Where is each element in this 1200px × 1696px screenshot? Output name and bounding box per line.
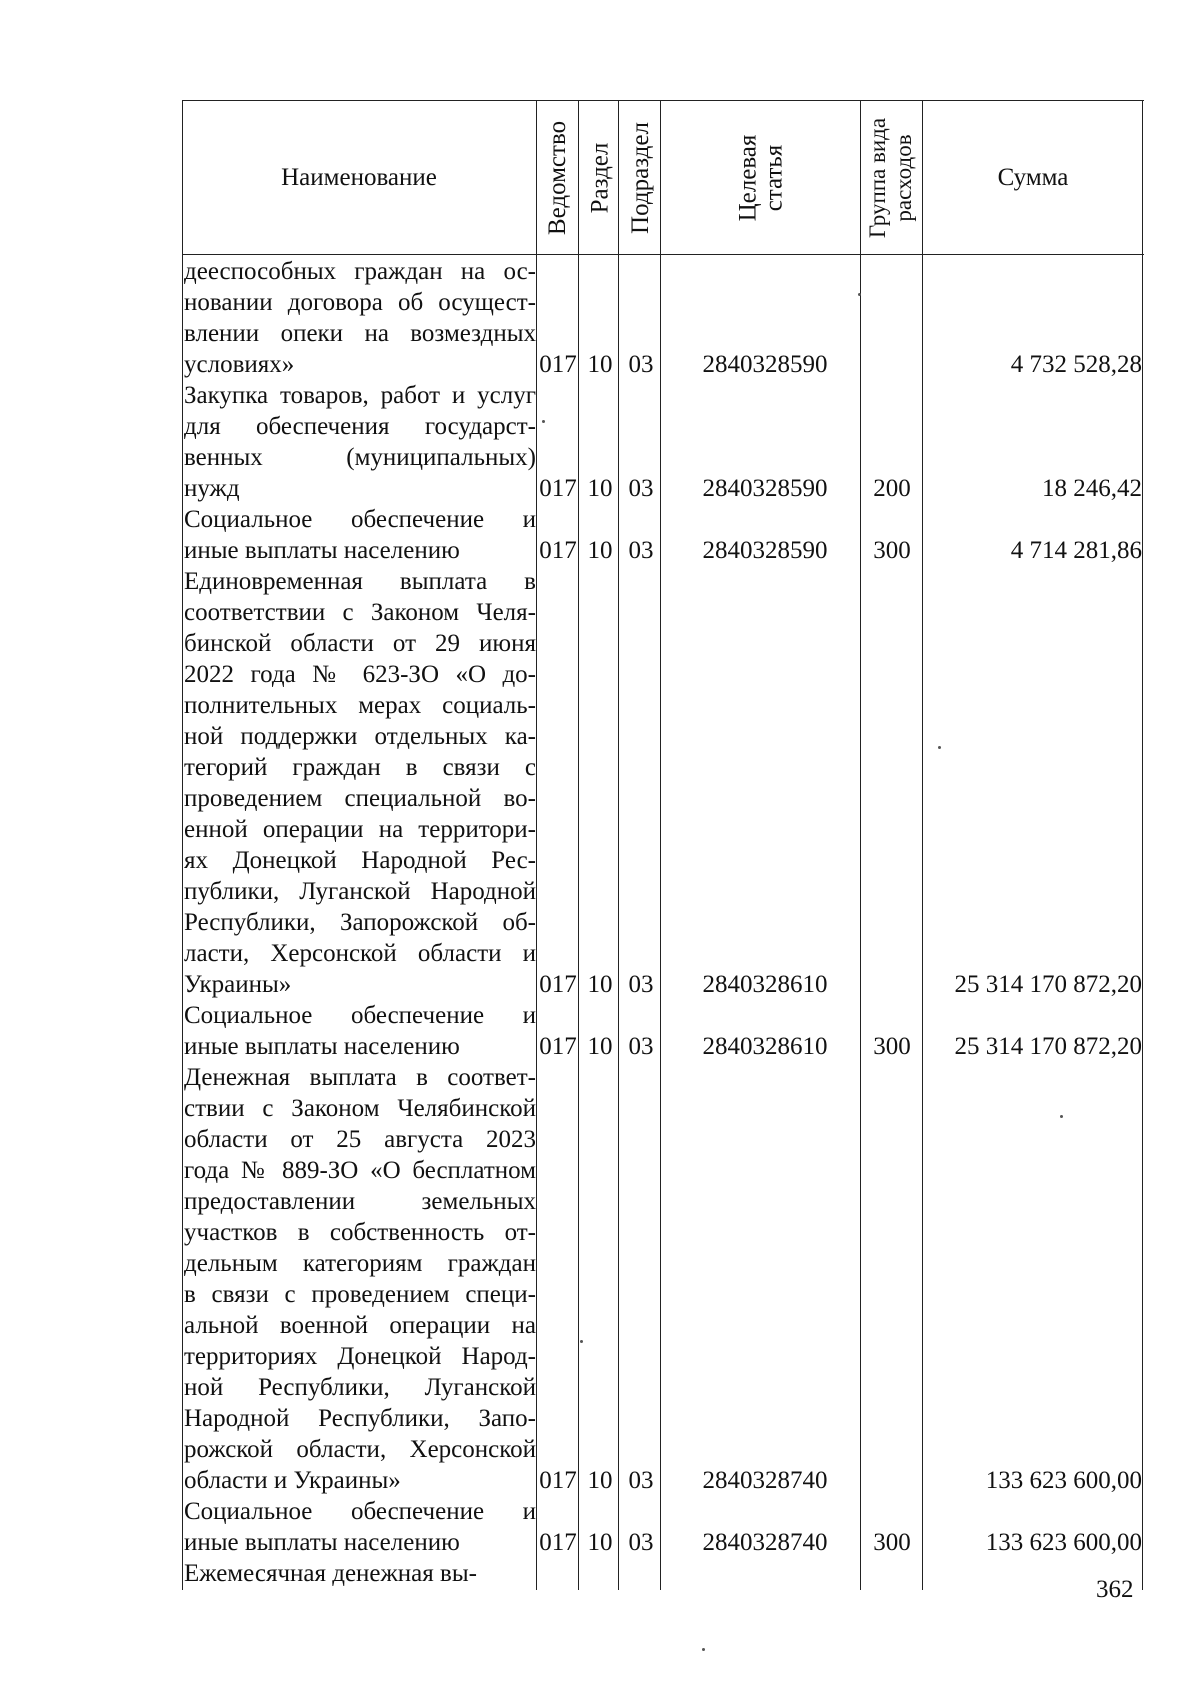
row-name-line: Социальное обеспечение и [184, 506, 536, 533]
row-name-line: области и Украины» [184, 1467, 401, 1494]
column-border [660, 100, 661, 1590]
header-gruppa-line2: расходов [891, 133, 917, 222]
podrazdel-cell: 03 [628, 475, 654, 502]
row-name-line: Социальное обеспечение и [184, 1002, 536, 1029]
header-podrazdel-label: Подраздел [627, 121, 654, 234]
header-name-label: Наименование [281, 163, 437, 191]
razdel-cell: 10 [587, 1033, 613, 1060]
summa-cell: 25 314 170 872,20 [954, 1033, 1142, 1060]
header-razdel [580, 101, 620, 254]
row-name-line: дееспособных граждан на ос- [184, 258, 536, 285]
row-name-line: полнительных мерах социаль- [184, 692, 536, 719]
summa-cell: 18 246,42 [1042, 475, 1142, 502]
summa-cell: 133 623 600,00 [985, 1529, 1142, 1556]
summa-cell: 25 314 170 872,20 [954, 971, 1142, 998]
gruppa-vida-cell: 200 [873, 475, 911, 502]
razdel-cell: 10 [587, 351, 613, 378]
scan-speck [858, 293, 861, 296]
scan-speck [1060, 1115, 1063, 1118]
column-border [922, 100, 923, 1590]
podrazdel-cell: 03 [628, 351, 654, 378]
row-name-line: в связи с проведением специ- [184, 1281, 536, 1308]
scan-speck [542, 420, 545, 423]
header-celevaya-line1: Целевая [733, 134, 761, 221]
summa-cell: 4 714 281,86 [1010, 537, 1142, 564]
row-name-line: ях Донецкой Народной Рес- [184, 847, 536, 874]
header-vedomstvo-label: Ведомство [544, 120, 572, 235]
podrazdel-cell: 03 [628, 1529, 654, 1556]
vedomstvo-cell: 017 [539, 351, 577, 378]
row-name-line: для обеспечения государст- [184, 413, 536, 440]
celevaya-statya-cell: 2840328590 [702, 537, 828, 564]
row-name-line: ной поддержки отдельных ка- [184, 723, 536, 750]
scan-speck [580, 1340, 583, 1343]
summa-cell: 4 732 528,28 [1010, 351, 1142, 378]
column-border [182, 100, 183, 1590]
header-vedomstvo [538, 101, 578, 254]
row-name-line: области от 25 августа 2023 [184, 1126, 536, 1153]
header-summa [922, 101, 1144, 254]
column-border [618, 100, 619, 1590]
row-name-line: иные выплаты населению [184, 1033, 460, 1060]
row-name-line: иные выплаты населению [184, 1529, 460, 1556]
podrazdel-cell: 03 [628, 1033, 654, 1060]
column-border [1142, 100, 1143, 1590]
header-gruppa [860, 101, 922, 254]
row-name-line: альной военной операции на [184, 1312, 536, 1339]
row-name-line: участков в собственность от- [184, 1219, 536, 1246]
podrazdel-cell: 03 [628, 971, 654, 998]
row-name-line: Единовременная выплата в [184, 568, 536, 595]
podrazdel-cell: 03 [628, 1467, 654, 1494]
row-name-line: венных (муниципальных) [184, 444, 536, 471]
razdel-cell: 10 [587, 475, 613, 502]
row-name-line: Закупка товаров, работ и услуг [184, 382, 536, 409]
celevaya-statya-cell: 2840328740 [702, 1529, 828, 1556]
razdel-cell: 10 [587, 1529, 613, 1556]
column-border [578, 100, 579, 1590]
razdel-cell: 10 [587, 537, 613, 564]
row-name-line: предоставлении земельных [184, 1188, 536, 1215]
row-name-line: енной операции на территори- [184, 816, 536, 843]
row-name-line: бинской области от 29 июня [184, 630, 536, 657]
vedomstvo-cell: 017 [539, 537, 577, 564]
row-name-line: рожской области, Херсонской [184, 1436, 536, 1463]
header-podrazdel [620, 101, 662, 254]
row-name-line: Ежемесячная денежная вы- [184, 1560, 477, 1587]
row-name-line: дельным категориям граждан [184, 1250, 536, 1277]
row-name-line: соответствии с Законом Челя- [184, 599, 536, 626]
row-name-line: иные выплаты населению [184, 537, 460, 564]
row-name-line: ласти, Херсонской области и [184, 940, 536, 967]
celevaya-statya-cell: 2840328610 [702, 1033, 828, 1060]
row-name-line: ствии с Законом Челябинской [184, 1095, 536, 1122]
summa-cell: 133 623 600,00 [985, 1467, 1142, 1494]
razdel-cell: 10 [587, 971, 613, 998]
row-name-line: новании договора об осущест- [184, 289, 536, 316]
gruppa-vida-cell: 300 [873, 1529, 911, 1556]
row-name-line: 2022 года № 623-ЗО «О до- [184, 661, 536, 688]
row-name-line: тегорий граждан в связи с [184, 754, 536, 781]
table-header [182, 100, 1144, 255]
header-celevaya-line2: статья [759, 144, 787, 211]
scan-speck [702, 1648, 705, 1651]
header-name [182, 101, 536, 254]
celevaya-statya-cell: 2840328590 [702, 475, 828, 502]
column-border [536, 100, 537, 1590]
row-name-line: ной Республики, Луганской [184, 1374, 536, 1401]
header-celevaya [662, 101, 860, 254]
row-name-line: условиях» [184, 351, 295, 378]
row-name-line: проведением специальной во- [184, 785, 536, 812]
podrazdel-cell: 03 [628, 537, 654, 564]
vedomstvo-cell: 017 [539, 1467, 577, 1494]
vedomstvo-cell: 017 [539, 971, 577, 998]
celevaya-statya-cell: 2840328740 [702, 1467, 828, 1494]
gruppa-vida-cell: 300 [873, 537, 911, 564]
header-gruppa-line1: Группа вида [865, 117, 891, 238]
row-name-line: Народной Республики, Запо- [184, 1405, 536, 1432]
column-border [860, 100, 861, 1590]
vedomstvo-cell: 017 [539, 475, 577, 502]
row-name-line: Украины» [184, 971, 292, 998]
row-name-line: влении опеки на возмездных [184, 320, 536, 347]
header-summa-label: Сумма [997, 163, 1069, 191]
row-name-line: территориях Донецкой Народ- [184, 1343, 536, 1370]
vedomstvo-cell: 017 [539, 1529, 577, 1556]
row-name-line: Социальное обеспечение и [184, 1498, 536, 1525]
row-name-line: года № 889-ЗО «О бесплатном [184, 1157, 536, 1184]
gruppa-vida-cell: 300 [873, 1033, 911, 1060]
row-name-line: Республики, Запорожской об- [184, 909, 536, 936]
header-razdel-label: Раздел [586, 142, 613, 213]
page-number: 362 [1096, 1576, 1134, 1603]
header-celevaya-text [735, 134, 787, 221]
row-name-line: нужд [184, 475, 240, 502]
vedomstvo-cell: 017 [539, 1033, 577, 1060]
row-name-line: публики, Луганской Народной [184, 878, 536, 905]
celevaya-statya-cell: 2840328610 [702, 971, 828, 998]
razdel-cell: 10 [587, 1467, 613, 1494]
budget-table [182, 100, 1144, 1590]
scan-speck [938, 746, 941, 749]
celevaya-statya-cell: 2840328590 [702, 351, 828, 378]
row-name-line: Денежная выплата в соответ- [184, 1064, 536, 1091]
header-gruppa-text [865, 117, 917, 237]
